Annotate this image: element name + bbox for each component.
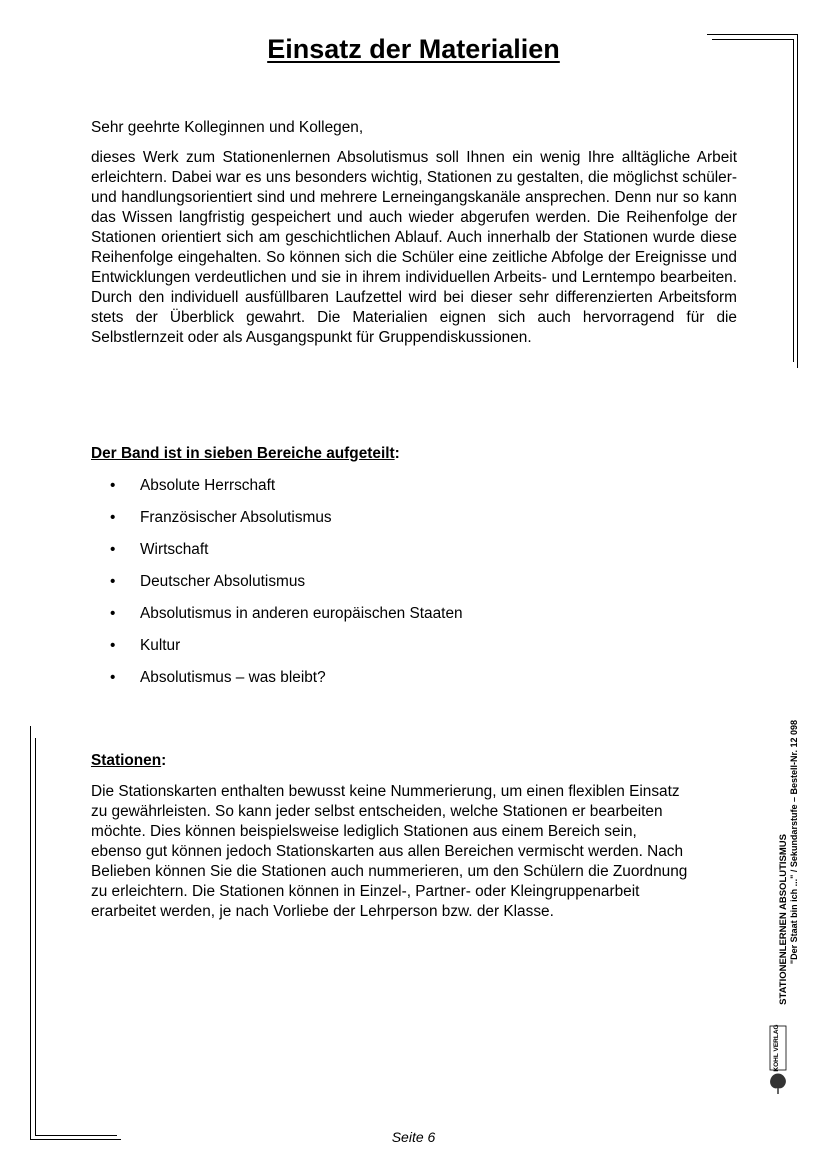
list-item (110, 508, 463, 540)
stations-line: möchte. Dies können beispielsweise lediglich Stationen aus einem Bereich sein, (91, 823, 637, 840)
stations-line: Belieben können Sie die Stationen auch nummerieren, um den Schülern die Zuordnung (91, 863, 688, 880)
stations-line: zu gewährleisten. So kann jeder selbst entscheiden, welche Stationen er bearbeiten (91, 803, 663, 820)
bullet-icon: • (110, 669, 116, 686)
section-heading-stationen (91, 751, 737, 771)
side-series-title: STATIONENLERNEN ABSOLUTISMUS (778, 834, 789, 1005)
bullet-icon: • (110, 509, 116, 526)
list-item (110, 604, 463, 636)
side-order-info: "Der Staat bin ich ..." / Sekundarstufe – Bestell-Nr. 12 098 (789, 720, 799, 965)
list-item-text: Absolutismus in anderen europäischen Staaten (140, 605, 463, 622)
frame-left-outer (30, 726, 31, 1140)
bereiche-list (110, 476, 463, 700)
frame-right-inner (793, 39, 794, 362)
list-item-text: Absolute Herrschaft (140, 477, 276, 494)
greeting: Sehr geehrte Kolleginnen und Kollegen, (91, 119, 364, 136)
section-heading-bereiche (91, 444, 737, 464)
list-item-text: Wirtschaft (140, 541, 209, 558)
list-item (110, 540, 463, 572)
page-footer: Seite 6 (391, 1129, 436, 1145)
list-item-text: Französischer Absolutismus (140, 509, 332, 526)
bullet-icon: • (110, 573, 116, 590)
list-item-text: Absolutismus – was bleibt? (140, 669, 326, 686)
stations-line: Die Stationskarten enthalten bewusst keine Nummerierung, um einen flexiblen Einsatz (91, 783, 680, 800)
publisher-logo (766, 1020, 790, 1095)
section-heading-bereiche-text: Der Band ist in sieben Bereiche aufgeteilt (91, 445, 395, 462)
list-item (110, 572, 463, 604)
list-item (110, 668, 463, 700)
page-title: Einsatz der Materialien (267, 34, 560, 64)
frame-left-inner (35, 738, 36, 1136)
publisher-logo-text: KOHL VERLAG (773, 1024, 780, 1072)
bullet-icon: • (110, 541, 116, 558)
stations-line: erarbeitet werden, je nach Vorliebe der Lehrperson bzw. der Klasse. (91, 903, 554, 920)
bullet-icon: • (110, 477, 116, 494)
list-item-text: Deutscher Absolutismus (140, 573, 306, 590)
stations-paragraph (91, 782, 737, 922)
intro-paragraph: dieses Werk zum Stationenlernen Absolutismus soll Ihnen ein wenig Ihre alltägliche Arbeit erleichtern. Dabei war es uns besonders wichtig, Stationen zu gestalten, die möglichst schüler- und handlungsorientiert sind und mehrere Lerneingangskanäle ansprechen. Denn nur so kann das Wissen langfristig gespeichert und auch wieder abgerufen werden. Die Reihenfolge der Stationen orientiert sich am geschichtlichen Ablauf. Auch innerhalb der Stationen wurde diese Reihenfolge eingehalten. So können sich die Schüler eine zeitliche Abfolge der Ereignisse und Entwicklungen verdeutlichen und sie in ihrem individuellen Arbeits- und Lerntempo bearbeiten. Durch den individuell ausfüllbaren Laufzettel wird bei dieser sehr differenzierten Arbeitsform stets der Überblick gewahrt. Die Materialien eignen sich auch hervorragend für die Selbstlernzeit oder als Ausgangspunkt für Gruppendiskussionen. (91, 149, 737, 346)
section-heading-stationen-text: Stationen (91, 752, 162, 769)
bullet-icon: • (110, 605, 116, 622)
list-item (110, 476, 463, 508)
stations-line: ebenso gut können jedoch Stationskarten aus allen Bereichen vermischt werden. Nach (91, 843, 684, 860)
frame-right-outer (797, 34, 798, 368)
section-heading-stationen-colon: : (161, 752, 167, 769)
stations-line: zu erleichtern. Die Stationen können in Einzel-, Partner- oder Kleingruppenarbeit (91, 883, 640, 900)
list-item-text: Kultur (140, 637, 181, 654)
bullet-icon: • (110, 637, 116, 654)
list-item (110, 636, 463, 668)
section-heading-bereiche-colon: : (394, 445, 400, 462)
